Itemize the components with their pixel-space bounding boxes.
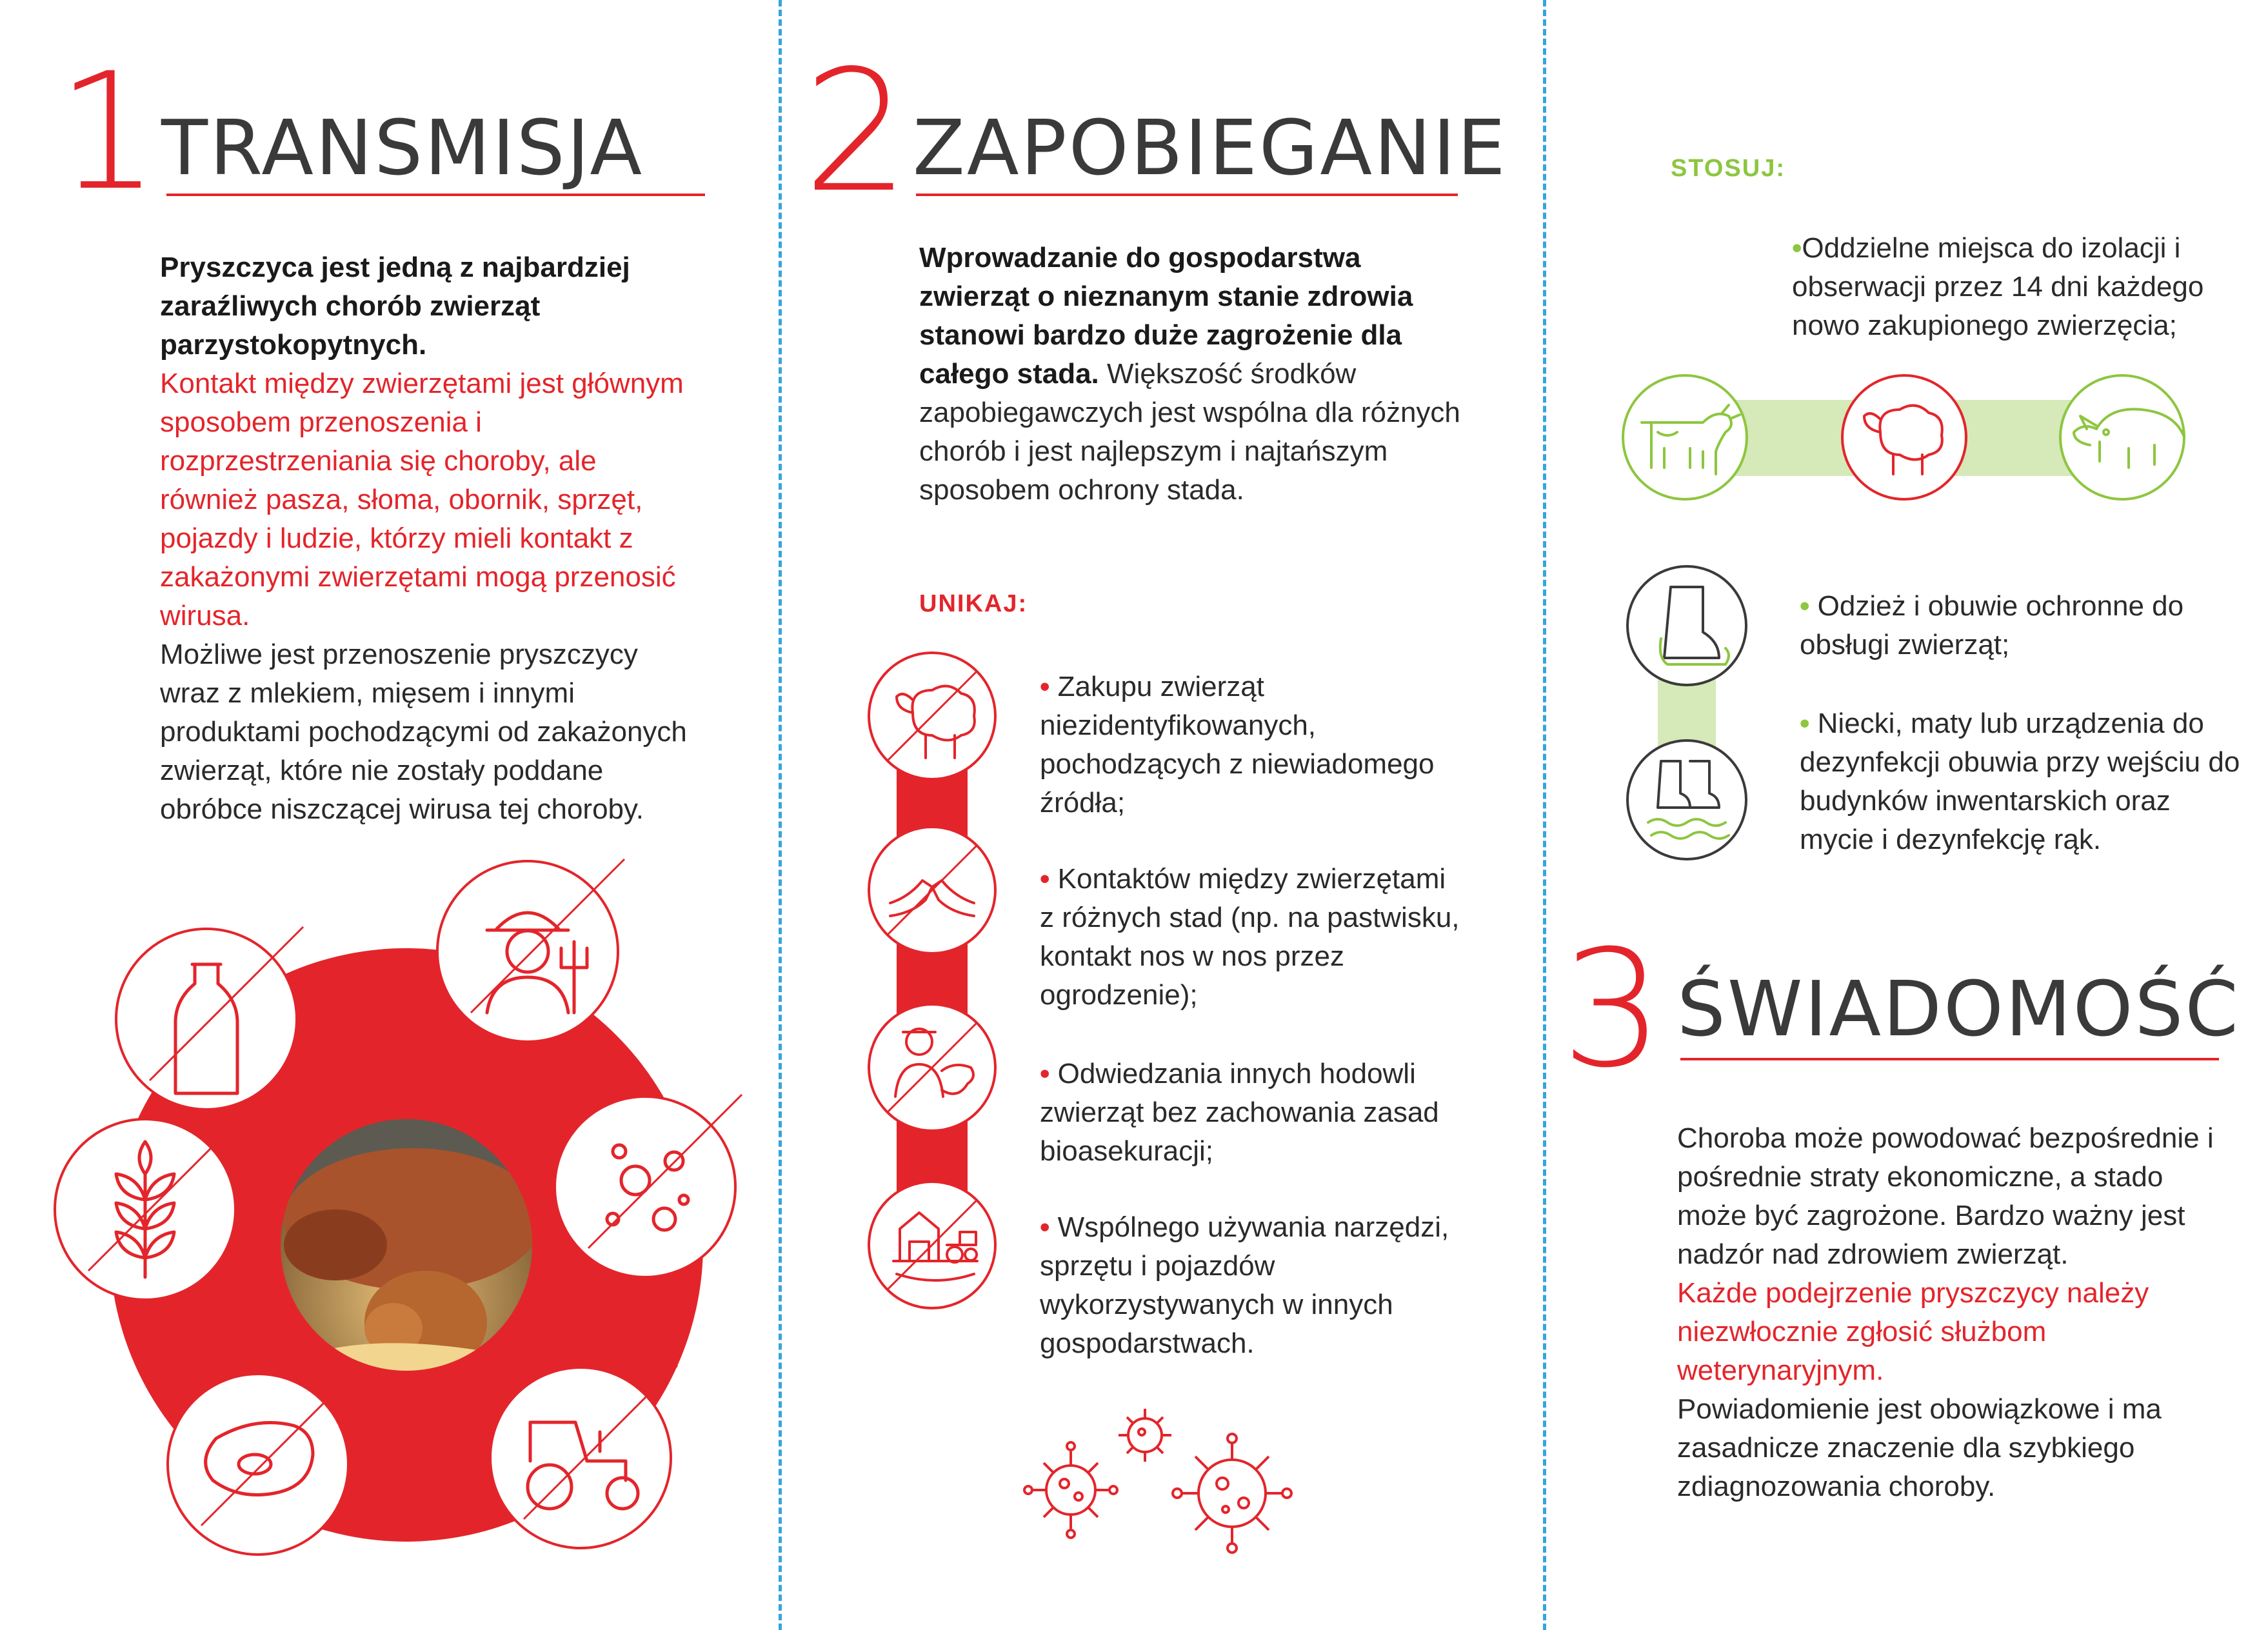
- virus-icon: [1173, 1434, 1291, 1553]
- apply-item-text: Odzież i obuwie ochronne do obsługi zwierząt;: [1800, 590, 2184, 661]
- section-rule-2: [916, 194, 1458, 196]
- transmisja-red-text: Kontakt między zwierzętami jest głównym sposobem przenoszenia i rozprzestrzeniania się choroby, ale również pasza, słoma, obornik, sprzęt, pojazdy i ludzie, którzy mieli kontakt z zakażonymi zwierzętami mogą przenosić wirusa.: [160, 368, 684, 631]
- zapobieganie-bold-text: Wprowadzanie do gospodarstwa zwierząt o nieznanym stanie zdrowia stanowi bardzo duże zagrożenie dla całego stada.: [919, 242, 1413, 390]
- section-rule-1: [166, 194, 705, 196]
- bullet: •: [1800, 708, 1810, 739]
- bullet: •: [1040, 863, 1050, 895]
- zapobieganie-normal-text: Większość środków zapobiegawczych jest wspólna dla różnych chorób i jest najlepszym i najtańszym sposobem ochrony stada.: [919, 358, 1460, 506]
- swiadomosc-red-text: Każde podejrzenie pryszczycy należy niezwłocznie zgłosić służbom weterynaryjnym.: [1677, 1277, 2149, 1386]
- avoid-item: [1040, 668, 1466, 822]
- apply-label: STOSUJ:: [1671, 155, 1786, 182]
- bullet: •: [1040, 1058, 1050, 1089]
- section-title-swiadomosc: ŚWIADOMOŚĆ: [1677, 964, 2240, 1053]
- column-divider-2: [1543, 0, 1546, 1630]
- bullet: •: [1800, 590, 1810, 622]
- avoid-item-text: Odwiedzania innych hodowli zwierząt bez zachowania zasad bioasekuracji;: [1040, 1058, 1439, 1167]
- section-number-2: 2: [803, 35, 910, 230]
- transmisja-bold-text: Pryszczyca jest jedną z najbardziej zaraźliwych chorób zwierząt parzystokopytnych.: [160, 252, 630, 361]
- bullet: •: [1040, 671, 1050, 702]
- zapobieganie-text: [919, 239, 1474, 510]
- swiadomosc-normal-text-1: Choroba może powodować bezpośrednie i pośrednie straty ekonomiczne, a stado może być zagrożone. Bardzo ważny jest nadzór nad zdrowiem zwierząt.: [1677, 1122, 2214, 1270]
- transmisja-text: [160, 248, 702, 829]
- avoid-label: UNIKAJ:: [919, 590, 1028, 617]
- section-title-zapobieganie: ZAPOBIEGANIE: [913, 103, 1507, 192]
- avoid-item-text: Wspólnego używania narzędzi, sprzętu i pojazdów wykorzystywanych w innych gospodarstwach.: [1040, 1211, 1449, 1359]
- swiadomosc-text: [1677, 1119, 2232, 1506]
- avoid-icons-column: [864, 651, 1006, 1297]
- avoid-item-text: Kontaktów między zwierzętami z różnych stad (np. na pastwisku, kontakt nos w nos przez ogrodzenie);: [1040, 863, 1460, 1011]
- avoid-item: [1040, 1208, 1466, 1363]
- apply-item-text: Niecki, maty lub urządzenia do dezynfekcji obuwia przy wejściu do budynków inwentarskich oraz mycie i dezynfekcję rąk.: [1800, 708, 2240, 855]
- animals-isolation-icons: [1613, 368, 2193, 510]
- avoid-item: [1040, 1055, 1466, 1171]
- apply-item-2: [1800, 587, 2251, 664]
- transmisja-normal-text: Możliwe jest przenoszenie pryszczycy wraz z mlekiem, mięsem i innymi produktami pochodzącymi od zakażonych zwierząt, które nie zostały poddane obróbce niszczącej wirusa tej choroby.: [160, 639, 687, 825]
- apply-item-3: [1800, 704, 2251, 859]
- protective-clothing-icons: [1626, 561, 1774, 864]
- section-number-1: 1: [57, 38, 160, 226]
- bullet: •: [1792, 232, 1802, 264]
- virus-icon: [1119, 1409, 1171, 1462]
- apply-item-1: [1792, 229, 2256, 345]
- virus-decoration: [1026, 1406, 1309, 1561]
- apply-list-2: [1800, 587, 2251, 859]
- swiadomosc-normal-text-2: Powiadomienie jest obowiązkowe i ma zasadnicze znaczenie dla szybkiego zdiagnozowania choroby.: [1677, 1393, 2162, 1502]
- apply-item-text: Oddzielne miejsca do izolacji i obserwacji przez 14 dni każdego nowo zakupionego zwierzęcia;: [1792, 232, 2204, 341]
- virus-icon: [1024, 1442, 1117, 1538]
- avoid-item: [1040, 860, 1466, 1015]
- bullet: •: [1040, 1211, 1050, 1243]
- section-title-transmisja: TRANSMISJA: [161, 103, 644, 192]
- column-divider-1: [779, 0, 782, 1630]
- avoid-list: [1040, 668, 1466, 1400]
- section-number-3: 3: [1561, 915, 1664, 1103]
- section-rule-3: [1680, 1058, 2219, 1060]
- transmission-wheel: [0, 858, 774, 1630]
- avoid-item-text: Zakupu zwierząt niezidentyfikowanych, pochodzących z niewiadomego źródła;: [1040, 671, 1435, 819]
